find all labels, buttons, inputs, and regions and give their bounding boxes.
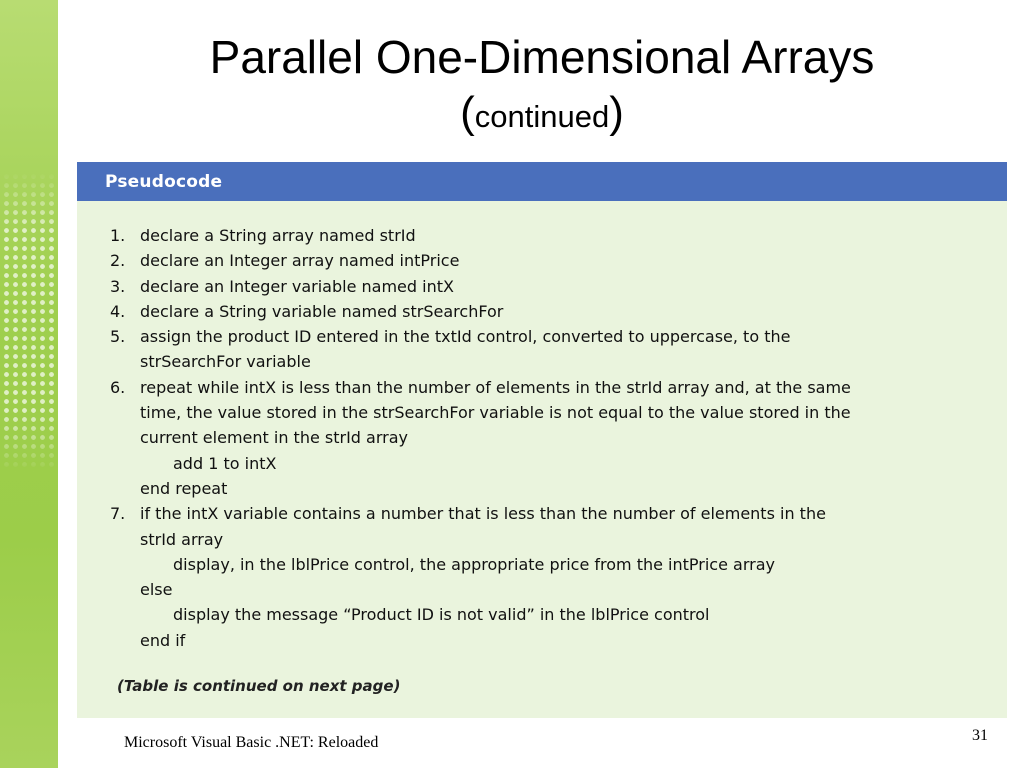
line-text: end repeat <box>140 478 228 498</box>
line-text: add 1 to intX <box>173 453 277 473</box>
pseudocode-table <box>77 162 1007 718</box>
code-line <box>77 577 1007 602</box>
subtitle-text: continued <box>474 98 610 134</box>
line-number: 5. <box>110 327 126 347</box>
decorative-stripe <box>0 0 58 768</box>
code-line <box>77 324 1007 349</box>
title-sub <box>60 89 1024 137</box>
line-text: declare a String array named strId <box>140 226 416 245</box>
title-main: Parallel One-Dimensional Arrays <box>209 31 875 83</box>
line-text: declare an Integer variable named intX <box>140 276 454 296</box>
line-number: 1. <box>110 226 126 245</box>
line-text: declare an Integer array named intPrice <box>140 251 460 271</box>
dot-pattern <box>2 172 56 472</box>
line-text: strId array <box>140 529 224 549</box>
subtitle-close-paren: ) <box>609 87 624 137</box>
code-line <box>77 349 1007 374</box>
code-line-indented <box>77 602 1007 627</box>
code-line-indented <box>77 552 1007 577</box>
line-text: current element in the strId array <box>140 428 408 448</box>
line-number: 6. <box>110 377 126 397</box>
subtitle-open-paren: ( <box>460 87 475 137</box>
code-line <box>77 299 1007 324</box>
pseudocode-list <box>77 201 1007 653</box>
footer-text: Microsoft Visual Basic .NET: Reloaded <box>124 734 379 751</box>
line-number: 7. <box>110 504 126 524</box>
table-header-label: Pseudocode <box>105 171 223 192</box>
code-line <box>77 501 1007 526</box>
code-line <box>77 476 1007 501</box>
page-number: 31 <box>972 727 988 744</box>
code-line <box>77 628 1007 653</box>
line-text: assign the product ID entered in the txtId control, converted to uppercase, to the <box>140 327 791 347</box>
line-text: display, in the lblPrice control, the appropriate price from the intPrice array <box>173 554 775 574</box>
line-number: 2. <box>110 251 126 271</box>
code-line <box>77 375 1007 400</box>
code-line <box>77 425 1007 450</box>
line-number: 3. <box>110 276 126 296</box>
line-text: declare a String variable named strSearchFor <box>140 301 504 321</box>
code-line <box>77 248 1007 273</box>
line-text: if the intX variable contains a number that is less than the number of elements in the <box>140 504 826 524</box>
line-text: strSearchFor variable <box>140 352 311 372</box>
code-line <box>77 274 1007 299</box>
table-header <box>77 162 1007 201</box>
code-line <box>77 527 1007 552</box>
line-number: 4. <box>110 301 126 321</box>
line-text: time, the value stored in the strSearchFor variable is not equal to the value stored in the <box>140 403 851 423</box>
table-continued-note: (Table is continued on next page) <box>117 677 401 695</box>
code-line <box>77 223 1007 248</box>
slide-title <box>60 32 1024 137</box>
line-text: end if <box>140 630 186 650</box>
code-line-indented <box>77 451 1007 476</box>
line-text: repeat while intX is less than the number of elements in the strId array and, at the same <box>140 377 851 397</box>
line-text: else <box>140 580 173 600</box>
line-text: display the message “Product ID is not valid” in the lblPrice control <box>173 605 710 625</box>
code-line <box>77 400 1007 425</box>
